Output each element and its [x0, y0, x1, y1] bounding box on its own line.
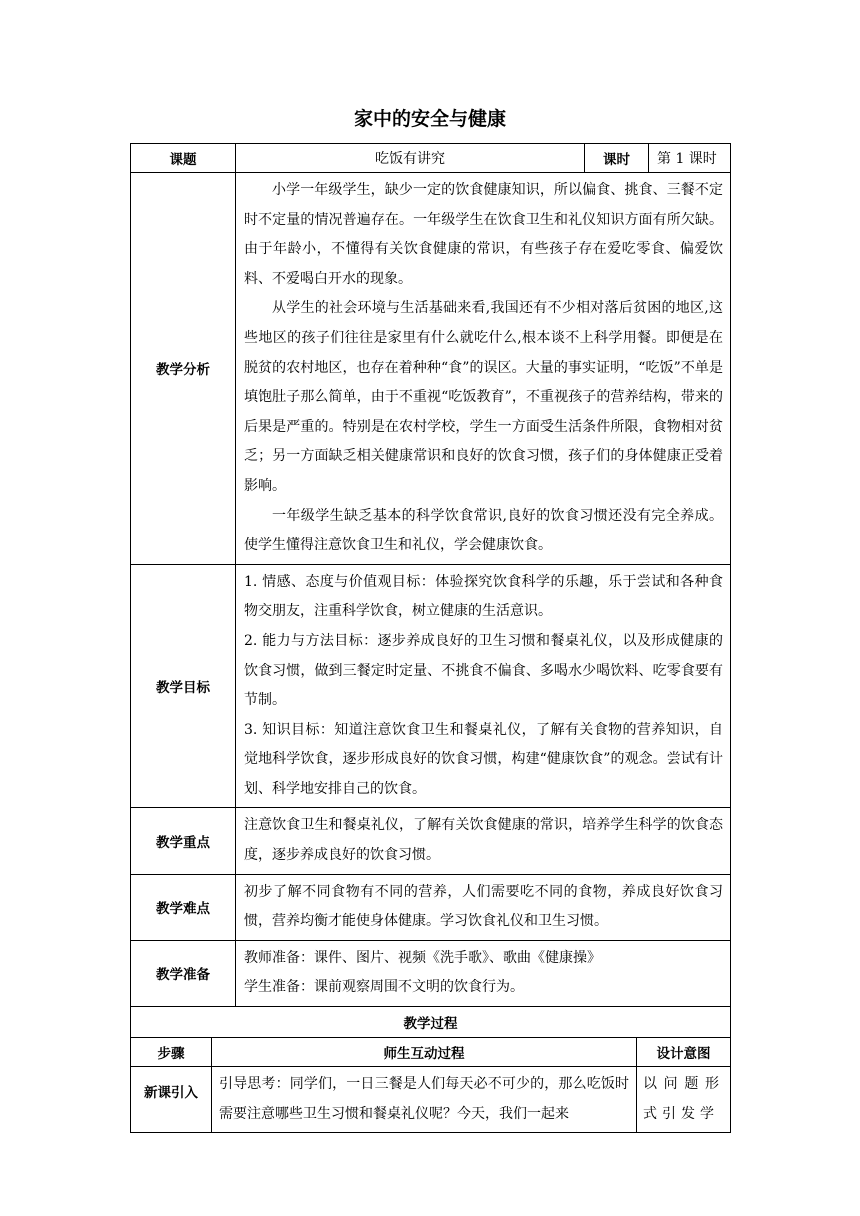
- difficulties-text: 初步了解不同食物有不同的营养，人们需要吃不同的食物，养成良好饮食习惯，营养均衡才能使身体健康。学习饮食礼仪和卫生习惯。: [236, 874, 731, 940]
- objective-item-3: 3. 知识目标：知道注意饮食卫生和餐桌礼仪，了解有关食物的营养知识，自觉地科学饮食，逐步形成良好的饮食习惯，构建“健康饮食”的观念。尝试有计划、科学地安排自己的饮食。: [244, 721, 723, 797]
- objective-item-2: 2. 能力与方法目标：逐步养成良好的卫生习惯和餐桌礼仪，以及形成健康的饮食习惯，做到三餐定时定量、不挑食不偏食、多喝水少喝饮料、吃零食要有节制。: [244, 632, 723, 709]
- period-label: 课时: [585, 144, 649, 173]
- preparation-teacher: 教师准备：课件、图片、视频《洗手歌》、歌曲《健康操》: [244, 949, 601, 966]
- objectives-label: 教学目标: [131, 564, 236, 808]
- topic-label: 课题: [131, 144, 236, 173]
- topic-value: 吃饭有讲究: [236, 144, 585, 173]
- difficulties-row: [131, 874, 731, 940]
- col-header-interaction: 师生互动过程: [212, 1038, 637, 1067]
- process-step: 新课引入: [131, 1067, 212, 1133]
- analysis-paragraph-2: 从学生的社会环境与生活基础来看,我国还有不少相对落后贫困的地区,这些地区的孩子们往往是家里有什么就吃什么,根本谈不上科学用餐。即便是在脱贫的农村地区，也存在着种种“食”的误区。大量的事实证明，“吃饭”不单是填饱肚子那么简单，由于不重视“吃饭教育”，不重视孩子的营养结构，带来的后果是严重的。特别是在农村学校，学生一方面受生活条件所限，食物相对贫乏；另一方面缺乏相关健康常识和良好的饮食习惯，孩子们的身体健康正受着影响。: [244, 300, 723, 494]
- col-header-step: 步骤: [131, 1038, 212, 1067]
- key-points-text: 注意饮食卫生和餐桌礼仪，了解有关饮食健康的常识，培养学生科学的饮食态度，逐步养成良好的饮食习惯。: [236, 808, 731, 874]
- difficulties-label: 教学难点: [131, 874, 236, 940]
- process-row: [131, 1067, 731, 1133]
- process-title-row: [131, 1007, 731, 1038]
- period-value: 第 1 课时: [649, 144, 731, 173]
- objective-item-1: 1. 情感、态度与价值观目标：体验探究饮食科学的乐趣，乐于尝试和各种食物交朋友，注重科学饮食，树立健康的生活意识。: [244, 573, 723, 620]
- analysis-paragraph-1: 小学一年级学生，缺少一定的饮食健康知识，所以偏食、挑食、三餐不定时不定量的情况普遍存在。一年级学生在饮食卫生和礼仪知识方面有所欠缺。由于年龄小，不懂得有关饮食健康的常识，有些孩子存在爱吃零食、偏爱饮料、不爱喝白开水的现象。: [244, 182, 723, 287]
- preparation-label: 教学准备: [131, 940, 236, 1006]
- analysis-paragraph-3: 一年级学生缺乏基本的科学饮食常识,良好的饮食习惯还没有完全养成。使学生懂得注意饮食卫生和礼仪，学会健康饮食。: [244, 507, 723, 554]
- preparation-row: [131, 940, 731, 1006]
- objectives-row: [131, 564, 731, 808]
- document-title: 家中的安全与健康: [353, 108, 506, 130]
- process-interaction: 引导思考：同学们，一日三餐是人们每天必不可少的，那么吃饭时需要注意哪些卫生习惯和餐桌礼仪呢？今天，我们一起来: [212, 1067, 637, 1133]
- key-points-row: [131, 808, 731, 874]
- analysis-row: [131, 173, 731, 565]
- preparation-content: [236, 940, 731, 1006]
- key-points-label: 教学重点: [131, 808, 236, 874]
- analysis-label: 教学分析: [131, 173, 236, 565]
- process-intent: 以问题形式引发学: [637, 1067, 731, 1133]
- topic-row: [131, 144, 731, 173]
- analysis-content: [236, 173, 731, 565]
- process-header-row: [131, 1038, 731, 1067]
- preparation-student: 学生准备：课前观察周围不文明的饮食行为。: [244, 979, 524, 996]
- lesson-plan-table: [130, 143, 731, 1133]
- col-header-intent: 设计意图: [637, 1038, 731, 1067]
- objectives-content: [236, 564, 731, 808]
- process-title: 教学过程: [131, 1007, 731, 1038]
